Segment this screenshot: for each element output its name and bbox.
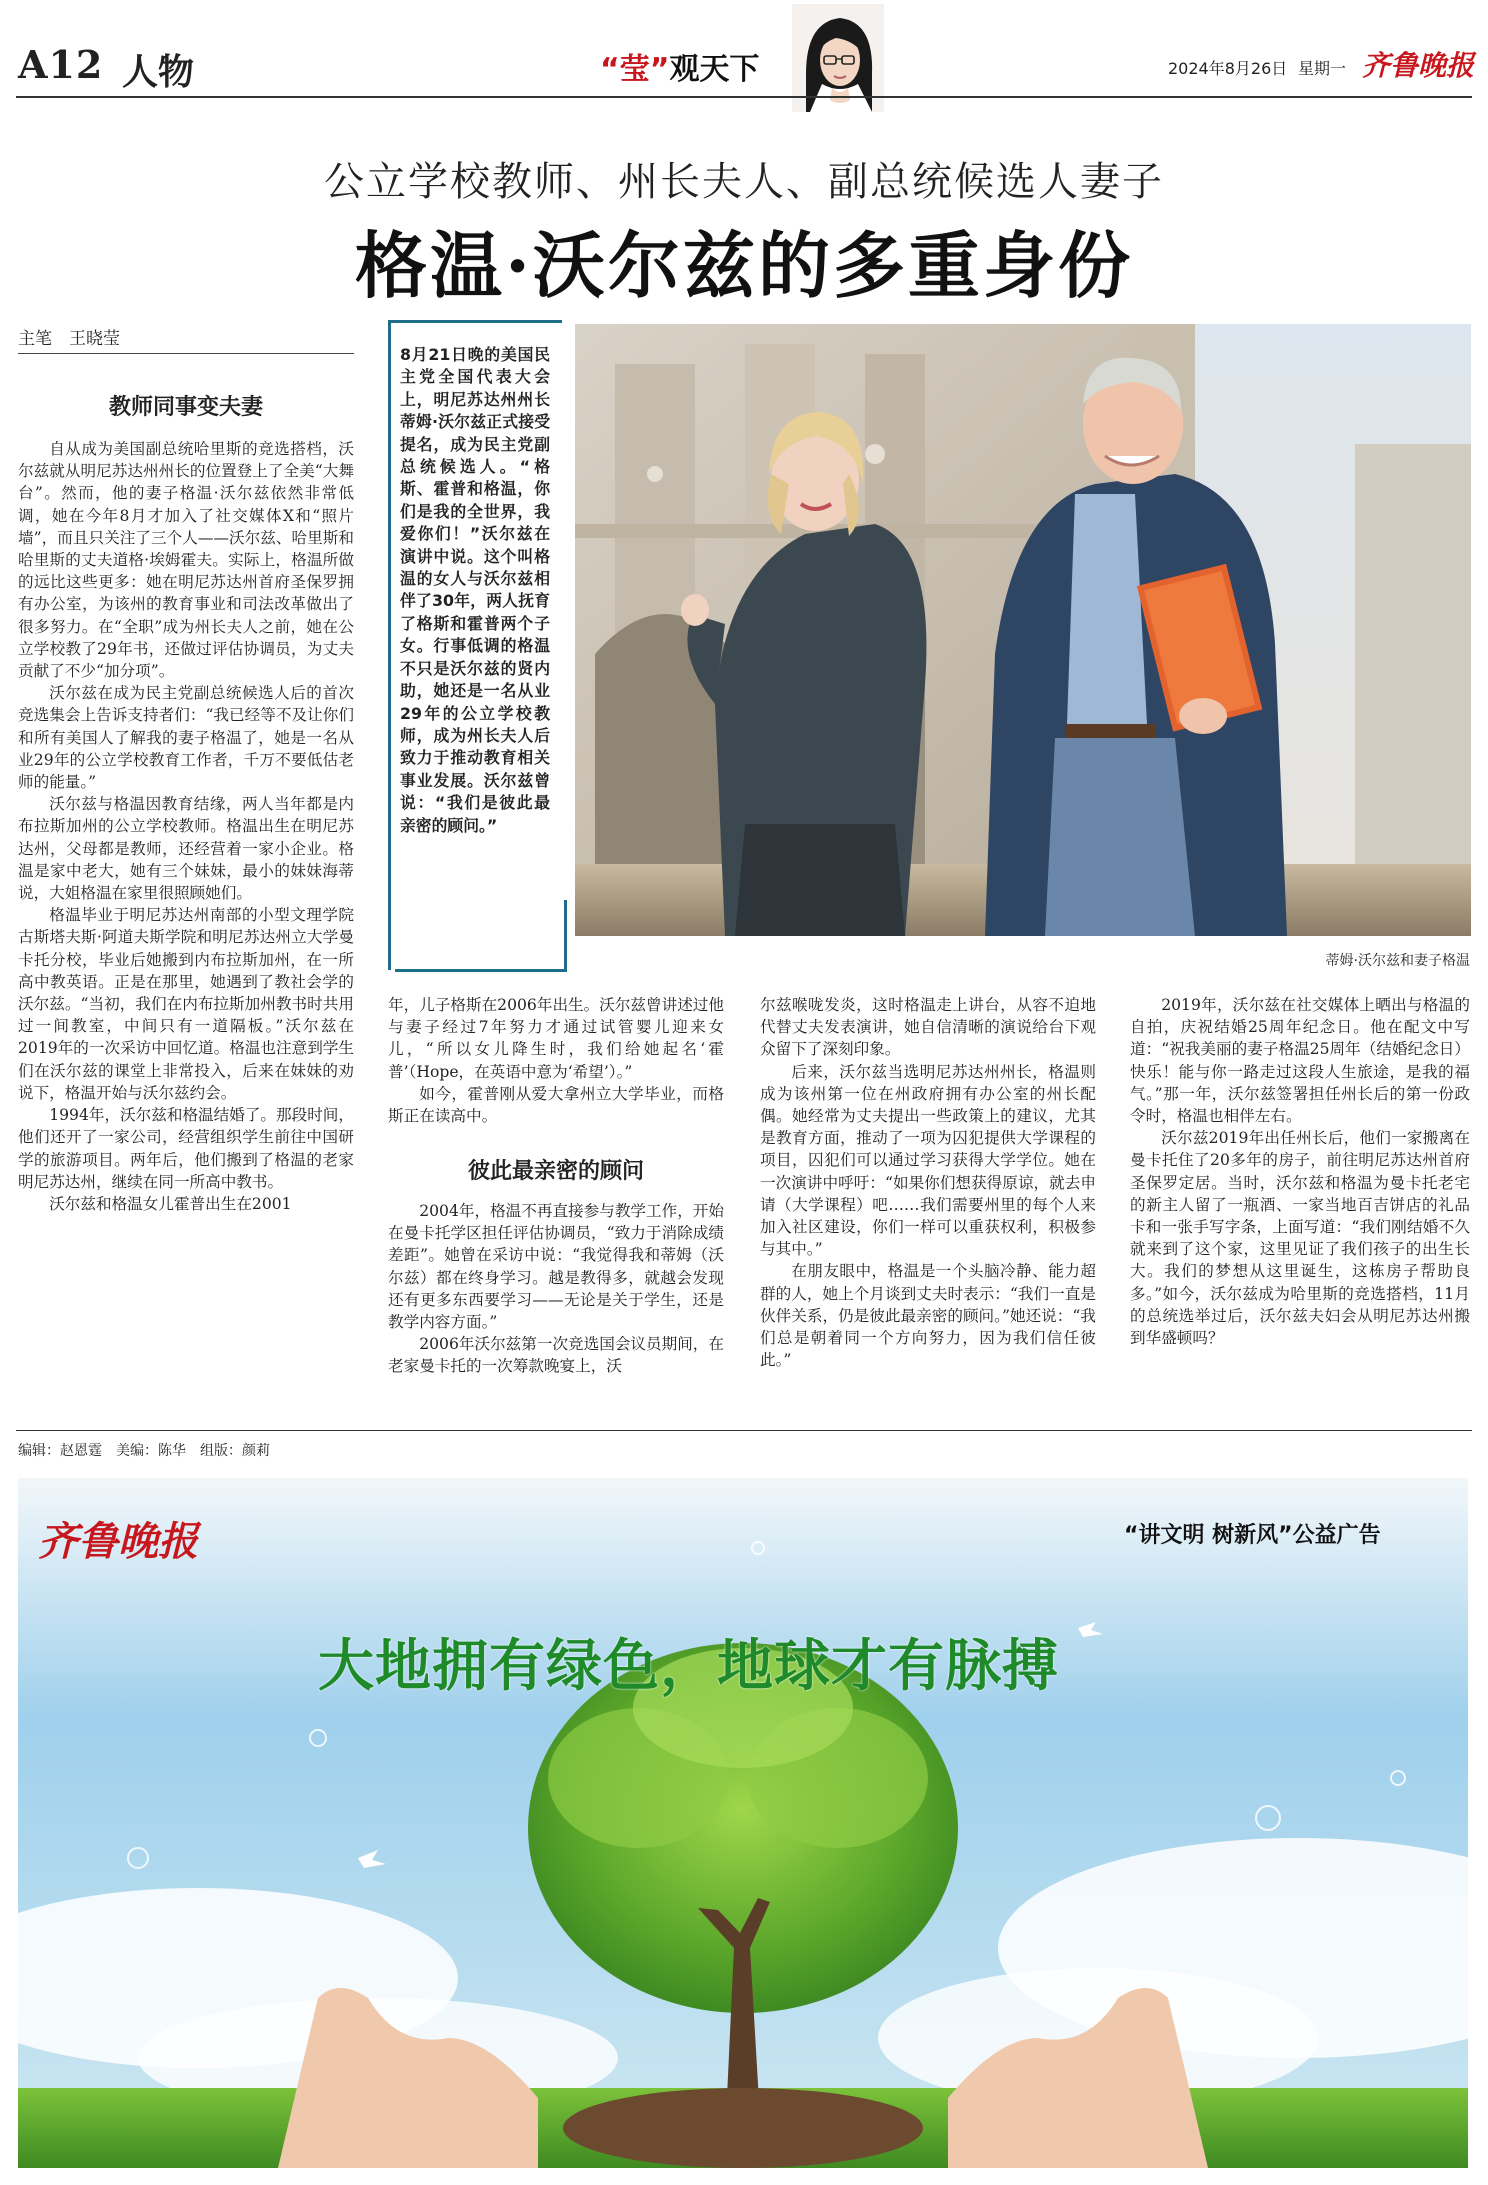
body-column-2-bottom — [388, 1200, 724, 1378]
ad-newspaper-logo: 齐鲁晚报 — [38, 1518, 198, 1565]
section-heading-1: 教师同事变夫妻 — [108, 395, 263, 420]
paragraph: 后来，沃尔兹当选明尼苏达州州长，格温则成为该州第一位在州政府拥有办公室的州长配偶。她经常为丈夫提出一些政策上的建议，尤其是教育方面，推动了一项为囚犯提供大学课程的项目，囚犯们可以通过学习获得大学学位。她在一次演讲中呼吁：“如果你们想获得原谅，就去申请（大学课程）吧……我们需要州里的每个人来加入社区建设，你们一样可以重获权利，积极参与其中。” — [760, 1062, 1096, 1259]
paragraph: 如今，霍普刚从爱大拿州立大学毕业，而格斯正在读高中。 — [388, 1084, 724, 1126]
column-title-rest: 观天下 — [669, 52, 760, 87]
intro-box-frame-bottom — [395, 900, 567, 972]
paragraph: 2019年，沃尔兹在社交媒体上晒出与格温的自拍，庆祝结婚25周年纪念日。他在配文中写道：“祝我美丽的妻子格温25周年（结婚纪念日）快乐！能与你一路走过这段人生旅途，是我的福气。”那一年，沃尔兹签署担任州长后的第一份政令时，格温也相伴左右。 — [1130, 996, 1470, 1126]
body-column-2-top — [388, 994, 724, 1127]
public-service-ad-image — [18, 1478, 1468, 2168]
body-column-4 — [1130, 994, 1470, 1349]
ad-slogan: 大地拥有绿色，地球才有脉搏 — [318, 1634, 1059, 1699]
section-heading-2: 彼此最亲密的顾问 — [467, 1159, 644, 1184]
paragraph: 自从成为美国副总统哈里斯的竞选搭档，沃尔兹就从明尼苏达州州长的位置登上了全美“大舞台”。然而，他的妻子格温·沃尔兹依然非常低调，她在今年8月才加入了社交媒体X和“照片墙”，而且只关注了三个人——沃尔兹、哈里斯和哈里斯的丈夫道格·埃姆霍夫。实际上，格温所做的远比这些更多：她在明尼苏达州首府圣保罗拥有办公室，为该州的教育事业和司法改革做出了很多努力。在“全职”成为州长夫人之前，她在公立学校教了29年书，还做过评估协调员，为丈夫贡献了不少“加分项”。 — [18, 440, 354, 681]
editor-credits: 编辑：赵恩霆 美编：陈华 组版：颜莉 — [18, 1443, 270, 1459]
paragraph: 1994年，沃尔兹和格温结婚了。那段时间，他们还开了一家公司，经营组织学生前往中国研学的旅游项目。两年后，他们搬到了格温的老家明尼苏达州，继续在同一所高中教书。 — [18, 1106, 354, 1191]
article-headline: 格温·沃尔兹的多重身份 — [354, 223, 1134, 308]
paragraph: 沃尔兹2019年出任州长后，他们一家搬离在曼卡托住了20多年的房子，前往明尼苏达州首府圣保罗定居。当时，沃尔兹和格温为曼卡托老宅的新主人留了一瓶酒、一家当地百吉饼店的礼品卡和一张手写字条，上面写道：“我们刚结婚不久就来到了这个家，这里见证了我们孩子的出生长大。我们的梦想从这里诞生，这栋房子帮助良多。”如今，沃尔兹成为哈里斯的竞选搭档，11月的总统选举过后，沃尔兹夫妇会从明尼苏达州搬到华盛顿吗？ — [1130, 1129, 1470, 1348]
article-photo — [575, 324, 1471, 936]
paragraph: 沃尔兹和格温女儿霍普出生在2001 — [49, 1194, 292, 1213]
byline: 主笔 王晓莹 — [18, 324, 354, 354]
newspaper-logo: 齐鲁晚报 — [1362, 49, 1475, 82]
paragraph: 在朋友眼中，格温是一个头脑冷静、能力超群的人，她上个月谈到丈夫时表示：“我们一直是伙伴关系，仍是彼此最亲密的顾问。”她还说：“我们总是朝着同一个方向努力，因为我们信任彼此。” — [760, 1262, 1096, 1370]
paragraph: 尔兹喉咙发炎，这时格温走上讲台，从容不迫地代替丈夫发表演讲，她自信清晰的演说给台下观众留下了深刻印象。 — [760, 996, 1096, 1059]
paragraph: 年，儿子格斯在2006年出生。沃尔兹曾讲述过他与妻子经过7年努力才通过试管婴儿迎来女儿，“所以女儿降生时，我们给她起名‘霍普’（Hope，在英语中意为‘希望’）。” — [388, 996, 724, 1081]
body-column-1 — [18, 438, 354, 1215]
issue-weekday: 星期一 — [1298, 59, 1347, 78]
paragraph: 沃尔兹在成为民主党副总统候选人后的首次竞选集会上告诉支持者们：“我已经等不及让你们和所有美国人了解我的妻子格温了，她是一名从业29年的公立学校教育工作者，千万不要低估老师的能量。” — [18, 684, 354, 792]
body-column-3 — [760, 994, 1096, 1371]
column-title — [600, 44, 759, 88]
article-subtitle: 公立学校教师、州长夫人、副总统候选人妻子 — [324, 159, 1164, 205]
paragraph: 沃尔兹与格温因教育结缘，两人当年都是内布拉斯加州的公立学校教师。格温出生在明尼苏达州，父母都是教师，还经营着一家小企业。格温是家中老大，她有三个妹妹，最小的妹妹海蒂说，大姐格温在家里很照顾她们。 — [18, 795, 354, 903]
photo-caption: 蒂姆·沃尔兹和妻子格温 — [1325, 953, 1470, 969]
section-name: 人物 — [122, 52, 195, 93]
paragraph: 2006年沃尔兹第一次竞选国会议员期间，在老家曼卡托的一次筹款晚宴上，沃 — [388, 1335, 724, 1376]
footer-rule — [16, 1430, 1472, 1431]
issue-date: 2024年8月26日 — [1168, 59, 1288, 78]
page-number: A12 — [18, 42, 104, 87]
paragraph: 2004年，格温不再直接参与教学工作，开始在曼卡托学区担任评估协调员，“致力于消除成绩差距”。她曾在采访中说：“我觉得我和蒂姆（沃尔兹）都在终身学习。越是教得多，就越会发现还有更多东西要学习——无论是关于学生，还是教学内容方面。” — [388, 1202, 724, 1332]
header-rule — [16, 96, 1472, 98]
article-lead: 8月21日晚的美国民主党全国代表大会上，明尼苏达州州长蒂姆·沃尔兹正式接受提名，成为民主党副总统候选人。“格斯、霍普和格温，你们是我的全世界，我爱你们！”沃尔兹在演讲中说。这个叫格温的女人与沃尔兹相伴了30年，两人抚育了格斯和霍普两个子女。行事低调的格温不只是沃尔兹的贤内助，她还是一名从业29年的公立学校教师，成为州长夫人后致力于推动教育相关事业发展。沃尔兹曾说：“我们是彼此最亲密的顾问。” — [400, 345, 550, 835]
ad-label: “讲文明 树新风”公益广告 — [1124, 1523, 1381, 1548]
paragraph: 格温毕业于明尼苏达州南部的小型文理学院古斯塔夫斯·阿道夫斯学院和明尼苏达州立大学曼卡托分校，毕业后她搬到内布拉斯加州，在一所高中教英语。正是在那里，她遇到了教社会学的沃尔兹。“当初，我们在内布拉斯加州教书时共用过一间教室，中间只有一道隔板。”沃尔兹在2019年的一次采访中回忆道。格温也注意到学生们在沃尔兹的课堂上非常投入，后来在妹妹的劝说下，格温开始与沃尔兹约会。 — [18, 906, 354, 1102]
column-title-quote: “莹” — [600, 52, 670, 87]
